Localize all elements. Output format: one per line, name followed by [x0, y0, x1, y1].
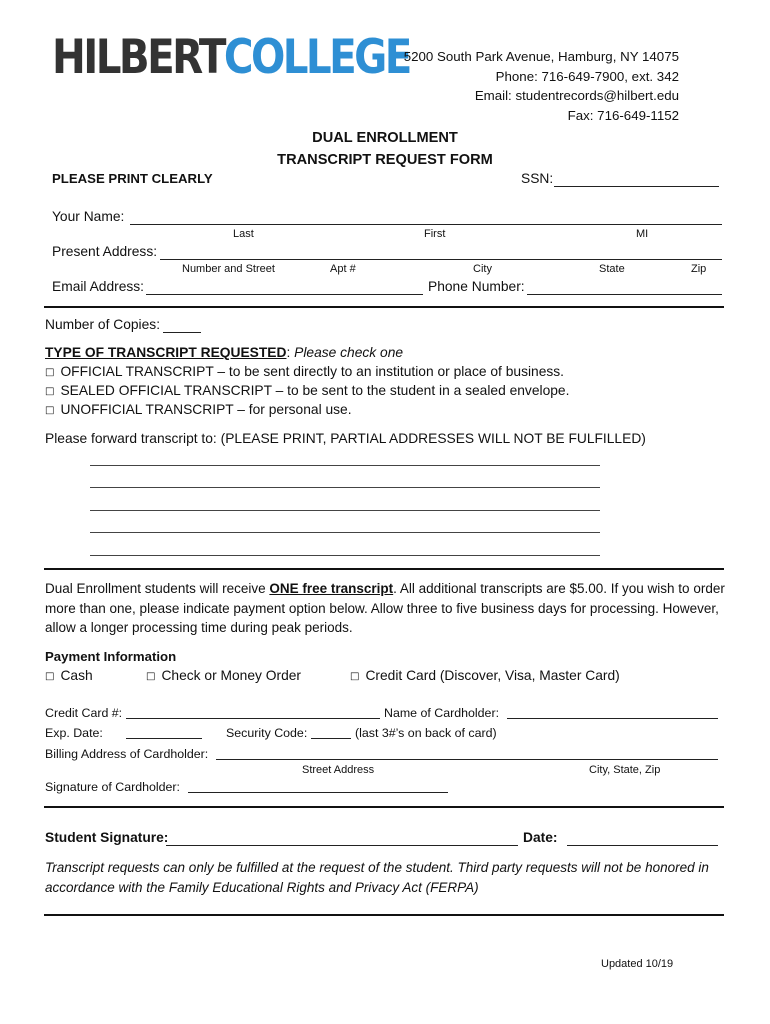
billing-sub-street: Street Address	[302, 764, 375, 776]
forward-label: Please forward transcript to: (PLEASE PRINT, PARTIAL ADDRESSES WILL NOT BE FULFILLED)	[45, 431, 646, 446]
payment-option-credit-label: Credit Card (Discover, Visa, Master Card)	[365, 668, 620, 683]
name-sub-last: Last	[233, 228, 254, 240]
cardholder-label: Name of Cardholder:	[384, 706, 500, 720]
student-signature-field[interactable]	[166, 845, 518, 846]
hilbert-college-logo	[52, 30, 410, 86]
exp-date-field[interactable]	[126, 738, 202, 739]
fee-notice-prefix: Dual Enrollment students will receive	[45, 581, 270, 596]
transcript-type-heading: TYPE OF TRANSCRIPT REQUESTED	[45, 345, 287, 360]
cardholder-signature-field[interactable]	[188, 792, 448, 793]
forward-line[interactable]	[90, 487, 600, 488]
payment-option-credit[interactable]	[350, 668, 620, 683]
college-phone: Phone: 716-649-7900, ext. 342	[495, 68, 679, 84]
address-label: Present Address:	[52, 244, 158, 259]
phone-label: Phone Number:	[428, 279, 525, 294]
exp-date-label: Exp. Date:	[45, 726, 103, 740]
section-divider	[44, 914, 724, 916]
fee-notice	[45, 579, 735, 638]
checkbox-icon[interactable]: □	[45, 405, 55, 416]
logo-text-college: COLLEGE	[223, 30, 410, 85]
ferpa-notice: Transcript requests can only be fulfilled at the request of the student. Third party requests will not be honored in accordance with the Family Educational Rights and Privacy Act (FERPA)	[45, 860, 709, 895]
option-official-label: OFFICIAL TRANSCRIPT – to be sent directly to an institution or place of business.	[60, 364, 565, 379]
form-title	[0, 127, 770, 171]
payment-option-check[interactable]	[146, 668, 301, 683]
option-official[interactable]	[45, 364, 564, 379]
address-sub-street: Number and Street	[182, 263, 275, 275]
payment-heading: Payment Information	[45, 649, 177, 664]
checkbox-icon[interactable]: □	[350, 671, 360, 682]
checkbox-icon[interactable]: □	[45, 367, 55, 378]
email-label: Email Address:	[52, 279, 145, 294]
name-label: Your Name:	[52, 209, 125, 224]
address-sub-apt: Apt #	[330, 263, 356, 275]
fee-notice-suffix: . All additional transcripts are $5.00. If you wish to order more than one, please indicate payment option below. Allow three to five business days for processing. However, allow a longer processing time during peak periods.	[45, 581, 725, 635]
date-field[interactable]	[567, 845, 718, 846]
security-code-label: Security Code:	[226, 726, 308, 740]
fee-notice-emphasis: ONE free transcript	[269, 581, 394, 596]
logo-text-hilbert: HILBERT	[52, 30, 224, 85]
phone-field[interactable]	[527, 294, 722, 295]
ssn-field[interactable]	[554, 186, 719, 187]
ssn-label: SSN:	[521, 171, 554, 186]
name-field[interactable]	[130, 224, 722, 225]
form-title-line1: DUAL ENROLLMENT	[312, 130, 458, 146]
transcript-type-heading-row: TYPE OF TRANSCRIPT REQUESTED: Please check one	[45, 345, 404, 360]
student-signature-label: Student Signature:	[45, 830, 169, 845]
option-sealed-label: SEALED OFFICIAL TRANSCRIPT – to be sent to the student in a sealed envelope.	[60, 383, 570, 398]
checkbox-icon[interactable]: □	[146, 671, 156, 682]
cardholder-signature-label: Signature of Cardholder:	[45, 780, 181, 794]
date-label: Date:	[523, 830, 558, 845]
name-sub-mi: MI	[636, 228, 649, 240]
card-number-field[interactable]	[126, 718, 380, 719]
option-unofficial-label: UNOFFICIAL TRANSCRIPT – for personal use.	[60, 402, 352, 417]
address-sub-city: City	[473, 263, 492, 275]
updated-date: Updated 10/19	[601, 958, 674, 970]
college-fax: Fax: 716-649-1152	[567, 107, 679, 123]
card-number-label: Credit Card #:	[45, 706, 123, 720]
address-sub-state: State	[599, 263, 625, 275]
payment-option-check-label: Check or Money Order	[161, 668, 302, 683]
section-divider	[44, 306, 724, 308]
name-sub-first: First	[424, 228, 446, 240]
checkbox-icon[interactable]: □	[45, 671, 55, 682]
college-email: Email: studentrecords@hilbert.edu	[474, 88, 679, 103]
cardholder-field[interactable]	[507, 718, 718, 719]
address-field[interactable]	[160, 259, 722, 260]
address-sub-zip: Zip	[691, 263, 707, 275]
section-divider	[44, 568, 724, 570]
transcript-type-instruction: Please check one	[294, 345, 404, 360]
forward-line[interactable]	[90, 555, 600, 556]
form-title-line2: TRANSCRIPT REQUEST FORM	[277, 152, 493, 168]
email-field[interactable]	[146, 294, 423, 295]
security-code-hint: (last 3#’s on back of card)	[355, 726, 497, 740]
college-address: 5200 South Park Avenue, Hamburg, NY 14075	[403, 49, 679, 64]
forward-line[interactable]	[90, 510, 600, 511]
contact-block	[404, 47, 679, 125]
forward-line[interactable]	[90, 465, 600, 466]
payment-option-cash-label: Cash	[60, 668, 93, 683]
copies-field[interactable]	[163, 332, 201, 333]
security-code-field[interactable]	[311, 738, 351, 739]
billing-address-label: Billing Address of Cardholder:	[45, 747, 209, 761]
section-divider	[44, 806, 724, 808]
copies-label: Number of Copies:	[45, 317, 161, 332]
payment-option-cash[interactable]	[45, 668, 93, 683]
option-unofficial[interactable]	[45, 402, 352, 417]
billing-address-field[interactable]	[216, 759, 718, 760]
billing-sub-city: City, State, Zip	[589, 764, 661, 776]
forward-line[interactable]	[90, 532, 600, 533]
checkbox-icon[interactable]: □	[45, 386, 55, 397]
print-clearly-note: PLEASE PRINT CLEARLY	[52, 171, 213, 186]
option-sealed[interactable]	[45, 383, 569, 398]
